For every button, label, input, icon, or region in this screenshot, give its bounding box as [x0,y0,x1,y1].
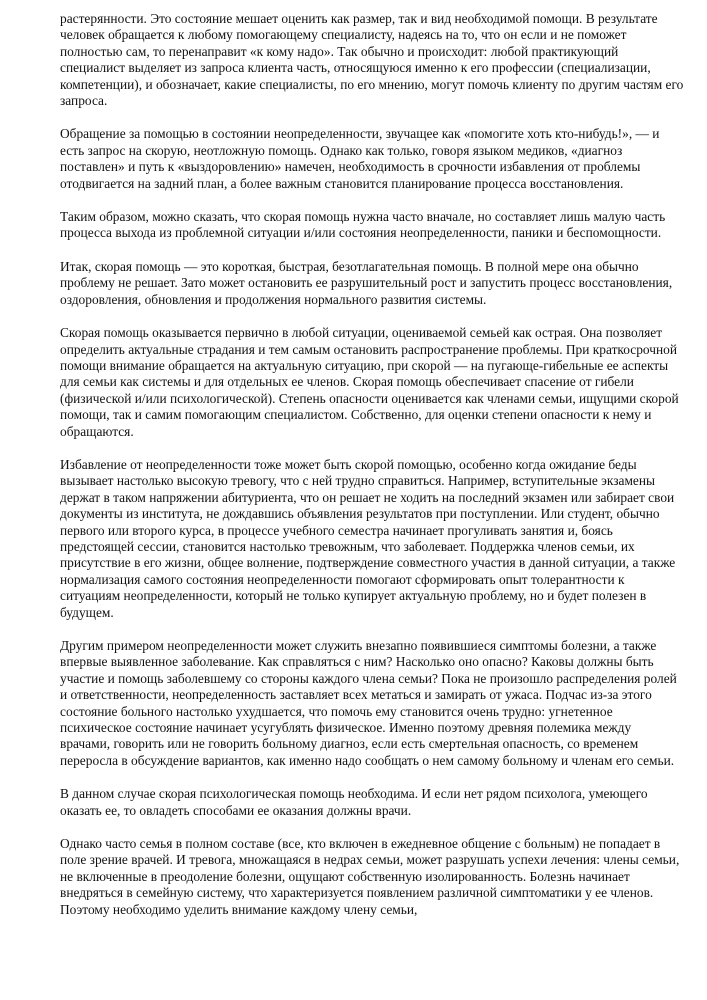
paragraph-6: Избавление от неопределенности тоже может быть скорой помощью, особенно когда ожидание беды вызывает настолько высокую тревогу, что с ней трудно справиться. Например, вступительные экзамены держат в таком напряжении абитуриента, что он решает не ходить на последний экзамен или забирает свои документы из института, не дождавшись объявления результатов при поступлении. Или студент, обычно первого или второго курса, в процессе учебного семестра начинает прогуливать занятия и, боясь предстоящей сессии, становится настолько тревожным, что заболевает. Поддержка членов семьи, их присутствие в его жизни, общее волнение, подтверждение совместного участия в данной ситуации, а также нормализация самого состояния неопределенности помогают сформировать опыт толерантности к ситуациям неопределенности, который не только купирует актуальную проблему, но и будет полезен в будущем. [60,456,676,620]
paragraph-3: Таким образом, можно сказать, что скорая помощь нужна часто вначале, но составляет лишь малую часть процесса выхода из проблемной ситуации и/или состояния неопределенности, паники и беспомощности. [60,209,666,241]
paragraph-4: Итак, скорая помощь — это короткая, быстрая, безотлагательная помощь. В полной мере она обычно проблему не решает. Зато может остановить ее разрушительный рост и запустить процесс восстановления, оздоровления, обновления и продолжения нормального развития системы. [60,258,673,307]
paragraph-7: Другим примером неопределенности может служить внезапно появившиеся симптомы болезни, а также впервые выявленное заболевание. Как справляться с ним? Насколько оно опасно? Каковы должны быть участие и помощь заболевшему со стороны каждого члена семьи? Пока не произошло распределения ролей и ответственности, неопределенность заставляет всех метаться и замирать от ужаса. Подчас из-за этого состояние больного настолько ухудшается, что помочь ему становится очень трудно: угнетенное психическое состояние начинает усугублять физическое. Именно поэтому древняя полемика между врачами, говорить или не говорить больному диагноз, если есть смертельная опасность, со временем переросла в обсуждение вариантов, как именно надо сообщать о нем самому больному и членам его семьи. [60,638,677,768]
paragraph-8: В данном случае скорая психологическая помощь необходима. И если нет рядом психолога, умеющего оказать ее, то овладеть способами ее оказания должны врачи. [60,786,648,818]
paragraph-2: Обращение за помощью в состоянии неопределенности, звучащее как «помогите хоть кто-нибудь!», — и есть запрос на скорую, неотложную помощь. Однако как только, говоря языком медиков, «диагноз поставлен» и путь к «выздоровлению» намечен, необходимость в срочности избавления от проблемы отодвигается на задний план, а более важным становится планирование процесса восстановления. [60,126,660,191]
paragraph-5: Скорая помощь оказывается первично в любой ситуации, оцениваемой семьей как острая. Она позволяет определить актуальные страдания и тем самым остановить распространение проблемы. При краткосрочной помощи внимание обращается на актуальную ситуацию, при скорой — на пугающе-гибельные ее аспекты для семьи как системы и для отдельных ее членов. Скорая помощь обеспечивает спасение от гибели (физической и/или психологической). Степень опасности оценивается как членами семьи, ищущими скорой помощи, так и самим помогающим специалистом. Собственно, для оценки степени опасности к нему и обращаются. [60,325,679,439]
document-page [60,11,684,935]
paragraph-1: растерянности. Это состояние мешает оценить как размер, так и вид необходимой помощи. В результате человек обращается к любому помогающему специалисту, надеясь на то, что он если и не поможет полностью сам, то перенаправит «к кому надо». Так обычно и происходит: любой практикующий специалист выделяет из запроса клиента часть, относящуюся именно к его профессии (специализации, компетенции), и обозначает, какие специалисты, по его мнению, могут помочь клиенту по другим частям его запроса. [60,11,684,109]
paragraph-9: Однако часто семья в полном составе (все, кто включен в ежедневное общение с больным) не попадает в поле зрение врачей. И тревога, множащаяся в недрах семьи, может разрушать успехи лечения: члены семьи, не включенные в преодоление болезни, ощущают собственную изолированность. Болезнь начинает внедряться в семейную систему, что характеризуется появлением различной симптоматики у ее членов. Поэтому необходимо уделить внимание каждому члену семьи, [60,836,680,917]
